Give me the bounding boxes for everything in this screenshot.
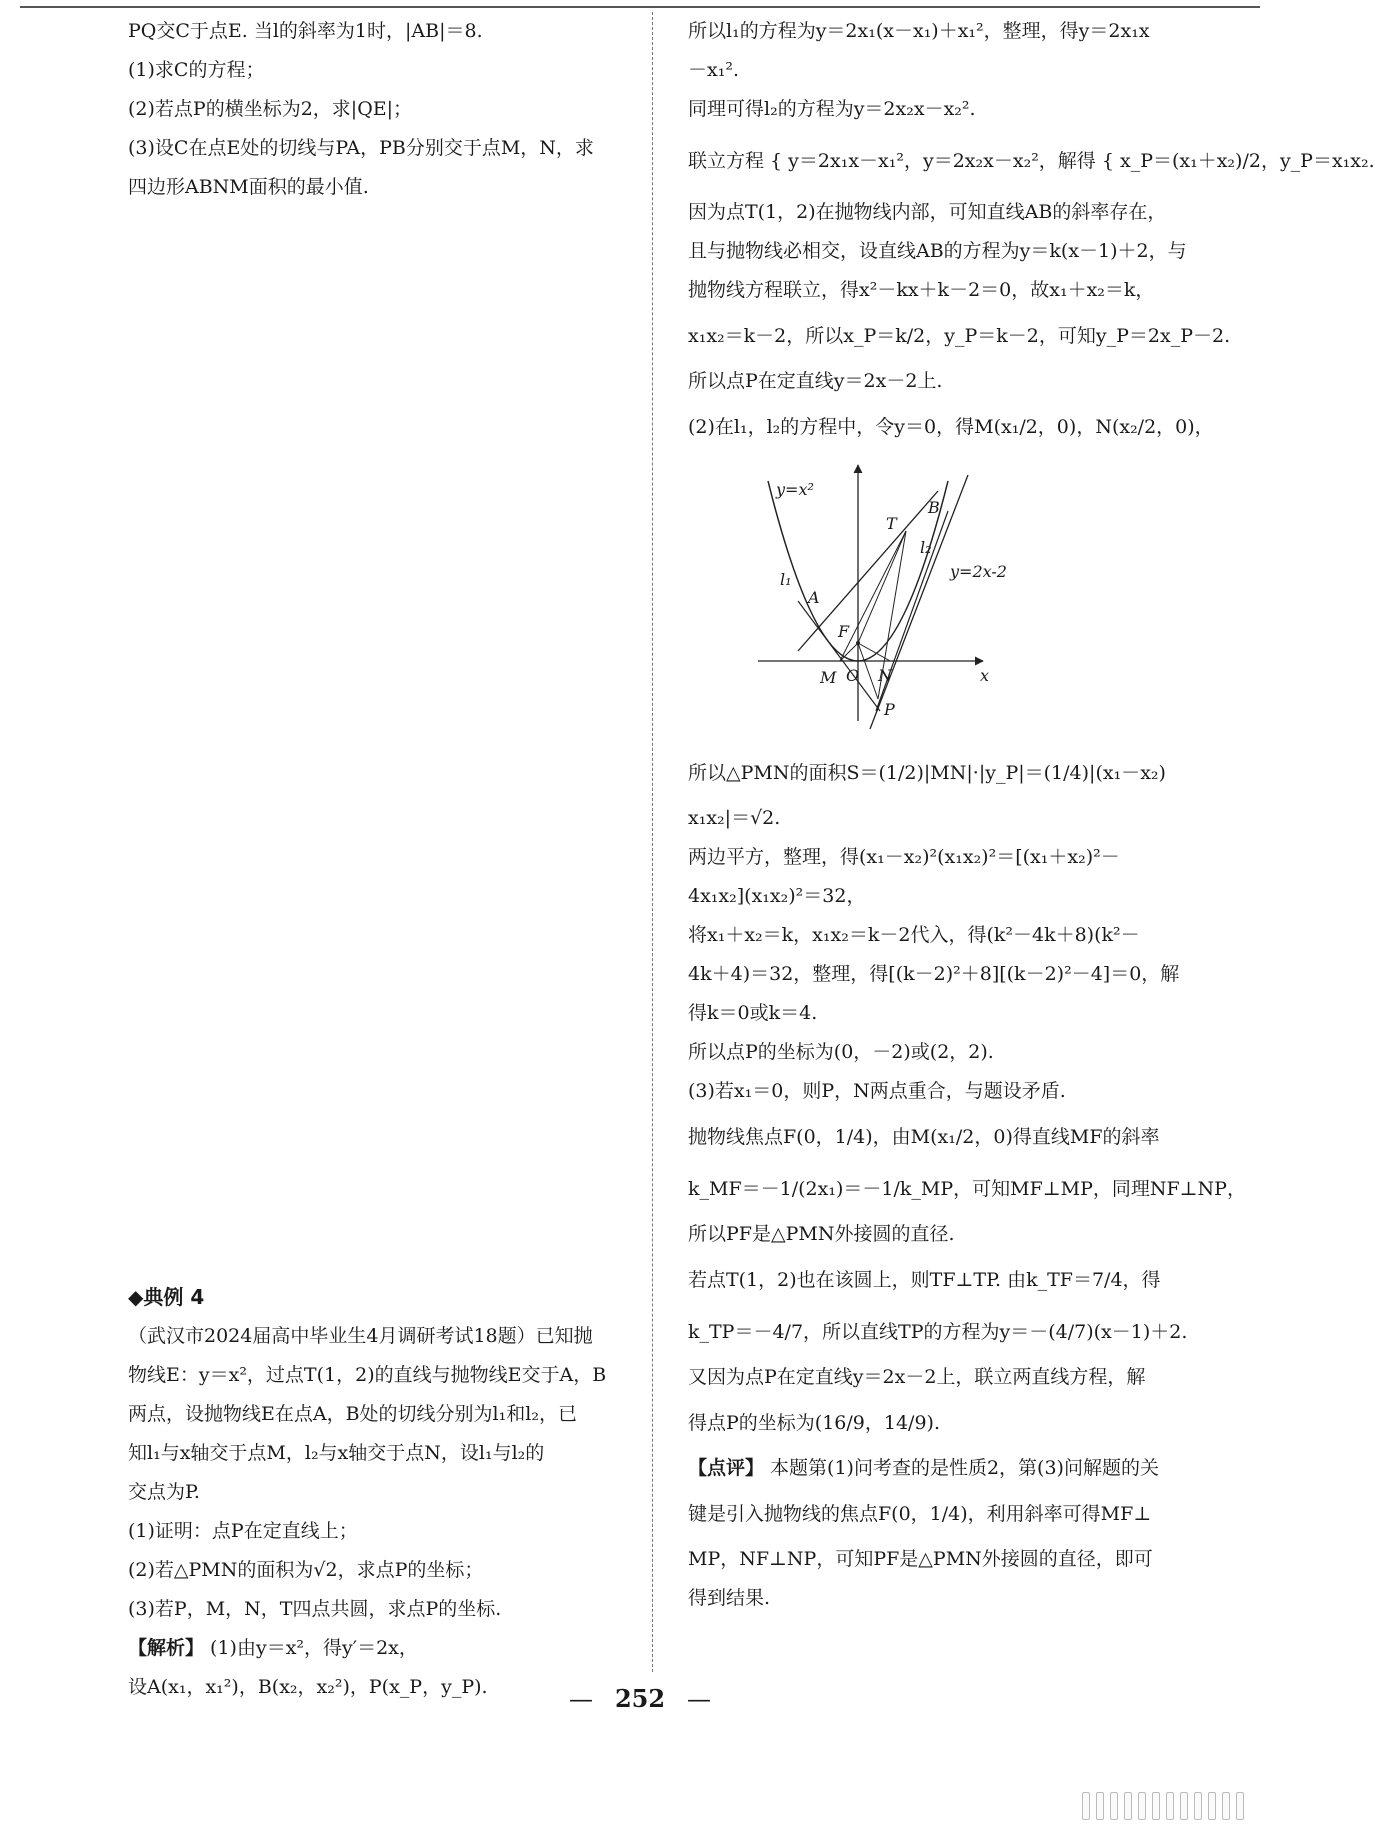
left-column-top <box>128 12 640 207</box>
label-a: A <box>808 588 820 607</box>
comment-line <box>688 1449 1208 1488</box>
example-text-line: 物线E：y＝x²，过点T(1，2)的直线与抛物线E交于A，B <box>128 1364 607 1386</box>
footer-bar <box>1152 1792 1160 1820</box>
example-question-3: (3)若P，M，N，T四点共圆，求点P的坐标. <box>128 1598 502 1620</box>
solution-line: 又因为点P在定直线y＝2x－2上，联立两直线方程，解 <box>688 1366 1146 1388</box>
solution-line: 抛物线方程联立，得x²－kx＋k－2＝0，故x₁＋x₂＝k， <box>688 279 1155 301</box>
solution-line: 两边平方，整理，得(x₁－x₂)²(x₁x₂)²＝[(x₁＋x₂)²－ <box>688 846 1120 868</box>
comment-line: MP，NF⊥NP，可知PF是△PMN外接圆的直径，即可 <box>688 1548 1153 1570</box>
footer-bar <box>1180 1792 1188 1820</box>
point-f <box>856 641 860 645</box>
parabola-figure <box>688 461 1208 741</box>
problem-part-2: (2)若点P的横坐标为2，求|QE|； <box>128 98 413 120</box>
comment-line: 键是引入抛物线的焦点F(0，1/4)，利用斜率可得MF⊥ <box>688 1503 1152 1525</box>
solution-line: 所以l₁的方程为y＝2x₁(x－x₁)＋x₁²，整理，得y＝2x₁x <box>688 20 1150 42</box>
page-number-value: 252 <box>614 1684 666 1713</box>
page-dash-left: — <box>568 1685 593 1713</box>
page-dash-right: — <box>687 1685 712 1713</box>
label-x: x <box>980 666 990 685</box>
footer-bar <box>1194 1792 1202 1820</box>
page-number <box>0 1684 1280 1713</box>
footer-bar <box>1208 1792 1216 1820</box>
solution-line: 同理可得l₂的方程为y＝2x₂x－x₂². <box>688 98 976 120</box>
solution-line: k_MF＝－1/(2x₁)＝－1/k_MP，可知MF⊥MP，同理NF⊥NP， <box>688 1178 1246 1200</box>
solution-line: 所以△PMN的面积S＝(1/2)|MN|·|y_P|＝(1/4)|(x₁－x₂) <box>688 762 1166 784</box>
top-rule <box>20 6 1260 8</box>
label-p: P <box>884 700 895 719</box>
label-m: M <box>820 668 837 687</box>
label-line-eq: y=2x-2 <box>950 562 1007 581</box>
example-text-line: 两点，设抛物线E在点A，B处的切线分别为l₁和l₂，已 <box>128 1403 577 1425</box>
footer-bar <box>1138 1792 1146 1820</box>
solution-line: －x₁². <box>688 59 739 81</box>
solution-line: (3)若x₁＝0，则P，N两点重合，与题设矛盾. <box>688 1080 1066 1102</box>
analysis-label: 【解析】 <box>128 1637 205 1659</box>
footer-bar <box>1110 1792 1118 1820</box>
tangent-l1 <box>798 601 880 711</box>
footer-decoration <box>1082 1792 1244 1820</box>
label-t: T <box>886 514 897 533</box>
label-b: B <box>928 498 940 517</box>
solution-line: (2)在l₁，l₂的方程中，令y＝0，得M(x₁/2，0)，N(x₂/2，0)， <box>688 416 1214 438</box>
footer-bar <box>1082 1792 1090 1820</box>
segment-tm <box>840 531 906 661</box>
solution-line: 4k＋4)＝32，整理，得[(k－2)²＋8][(k－2)²－4]＝0，解 <box>688 963 1180 985</box>
footer-bar <box>1236 1792 1244 1820</box>
line-ab <box>798 491 938 651</box>
example-text-line: 交点为P. <box>128 1481 200 1503</box>
solution-system-line: 联立方程 { y＝2x₁x－x₁²，y＝2x₂x－x₂²，解得 { x_P＝(x₁＋x₂)/2，y_P＝x₁x₂. <box>688 150 1375 172</box>
label-parabola: y=x² <box>776 480 814 499</box>
label-l2: l₂ <box>920 538 932 557</box>
problem-part-3-cont: 四边形ABNM面积的最小值. <box>128 176 369 198</box>
label-f: F <box>838 622 850 641</box>
analysis-text: (1)由y＝x²，得y′＝2x， <box>204 1637 418 1659</box>
analysis-line <box>128 1629 640 1668</box>
analysis-line-2: 设A(x₁，x₁²)，B(x₂，x₂²)，P(x_P，y_P). <box>128 1676 488 1698</box>
solution-line: 得点P的坐标为(16/9，14/9). <box>688 1412 940 1434</box>
comment-line: 得到结果. <box>688 1587 771 1609</box>
problem-text-line: PQ交C于点E. 当l的斜率为1时，|AB|＝8. <box>128 20 483 42</box>
solution-line: 将x₁＋x₂＝k，x₁x₂＝k－2代入，得(k²－4k＋8)(k²－ <box>688 924 1140 946</box>
footer-bar <box>1124 1792 1132 1820</box>
example-heading: ◆典例 4 <box>128 1285 205 1309</box>
solution-line: 所以点P的坐标为(0，－2)或(2，2). <box>688 1041 994 1063</box>
solution-line: 所以PF是△PMN外接圆的直径. <box>688 1223 955 1245</box>
right-column <box>688 12 1375 1618</box>
segment-tf <box>858 531 906 643</box>
solution-line: 4x₁x₂](x₁x₂)²＝32， <box>688 885 866 907</box>
solution-line: 抛物线焦点F(0，1/4)，由M(x₁/2，0)得直线MF的斜率 <box>688 1126 1160 1148</box>
solution-line: 得k＝0或k＝4. <box>688 1002 818 1024</box>
solution-line: x₁x₂＝k－2，所以x_P＝k/2，y_P＝k－2，可知y_P＝2x_P－2. <box>688 325 1231 347</box>
segment-mf <box>840 643 858 661</box>
problem-part-3: (3)设C在点E处的切线与PA，PB分别交于点M，N，求 <box>128 137 594 159</box>
parabola-diagram <box>758 461 1058 741</box>
solution-line: k_TP＝－4/7，所以直线TP的方程为y＝－(4/7)(x－1)＋2. <box>688 1321 1188 1343</box>
footer-bar <box>1166 1792 1174 1820</box>
footer-bar <box>1096 1792 1104 1820</box>
label-l1: l₁ <box>780 570 792 589</box>
comment-label: 【点评】 <box>688 1457 765 1479</box>
example-text-line: 知l₁与x轴交于点M，l₂与x轴交于点N，设l₁与l₂的 <box>128 1442 545 1464</box>
problem-part-1: (1)求C的方程； <box>128 59 265 81</box>
example-4-block <box>128 1278 640 1707</box>
solution-line: 若点T(1，2)也在该圆上，则TF⊥TP. 由k_TF＝7/4，得 <box>688 1269 1161 1291</box>
label-n: N <box>878 666 892 685</box>
column-divider <box>652 12 653 1672</box>
comment-text: 本题第(1)问考查的是性质2，第(3)问解题的关 <box>764 1457 1159 1479</box>
example-question-2: (2)若△PMN的面积为√2，求点P的坐标； <box>128 1559 484 1581</box>
solution-line: 所以点P在定直线y＝2x－2上. <box>688 370 943 392</box>
example-question-1: (1)证明：点P在定直线上； <box>128 1520 358 1542</box>
example-text-line: （武汉市2024届高中毕业生4月调研考试18题）已知抛 <box>128 1325 593 1347</box>
solution-line: x₁x₂|＝√2. <box>688 807 781 829</box>
label-o: O <box>846 666 860 685</box>
footer-bar <box>1222 1792 1230 1820</box>
solution-line: 因为点T(1，2)在抛物线内部，可知直线AB的斜率存在， <box>688 201 1167 223</box>
solution-line: 且与抛物线必相交，设直线AB的方程为y＝k(x－1)＋2，与 <box>688 240 1187 262</box>
segment-pf <box>858 643 878 699</box>
